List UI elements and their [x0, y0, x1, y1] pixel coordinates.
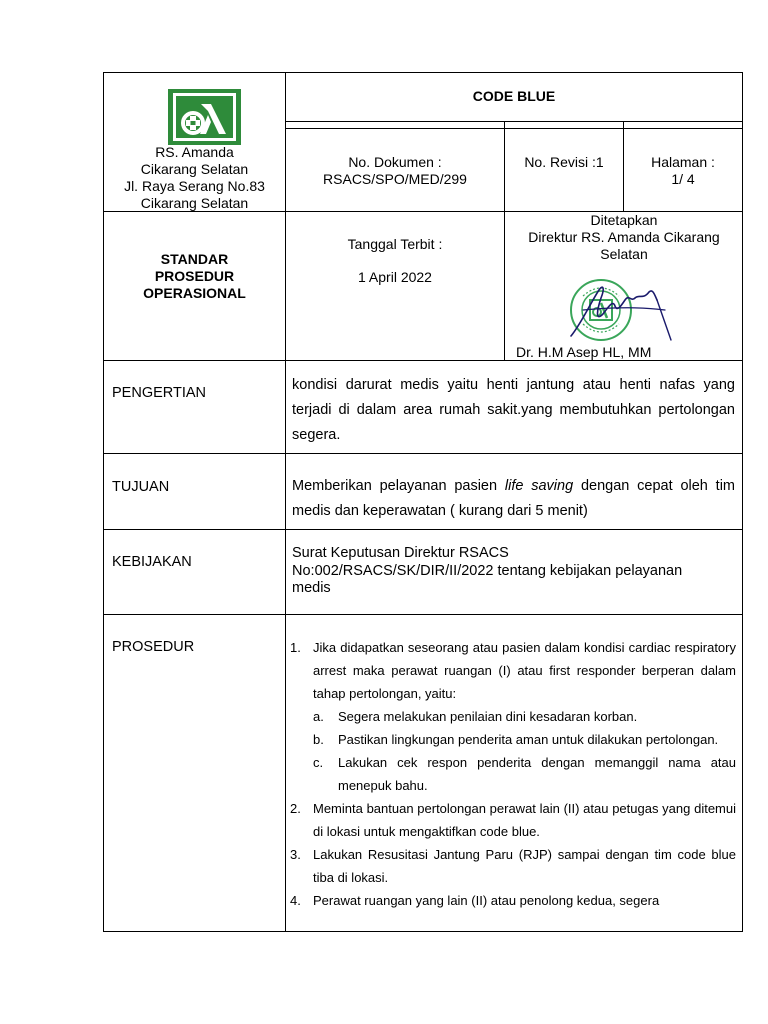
list-item	[290, 636, 736, 705]
hospital-address: Jl. Raya Serang No.83	[124, 178, 265, 194]
title-divider-2	[285, 128, 743, 129]
approval-block	[505, 212, 743, 263]
hospital-info	[104, 144, 285, 212]
tujuan-text-before: Memberikan pelayanan pasien	[292, 478, 505, 494]
list-item-number: 2.	[290, 801, 301, 816]
hospital-name: RS. Amanda	[155, 144, 234, 160]
approver-name: Dr. H.M Asep HL, MM	[516, 344, 652, 360]
page-number-value: 1/ 4	[671, 171, 695, 187]
list-item	[290, 751, 736, 797]
list-item-text: Perawat ruangan yang lain (II) atau penolong kedua, segera	[313, 893, 660, 908]
sop-title-line3: OPERASIONAL	[143, 285, 246, 301]
list-item-text: Jika didapatkan seseorang atau pasien dalam kondisi cardiac respiratory arrest maka perawat ruangan (I) atau first responder berperan dalam tahap pertolongan, yaitu:	[313, 640, 736, 701]
list-item-number: c.	[313, 755, 324, 770]
border-right	[742, 72, 743, 932]
sop-title-line1: STANDAR	[160, 251, 229, 267]
list-item-number: 1.	[290, 640, 301, 655]
list-item-text: Lakukan cek respon penderita dengan memanggil nama atau menepuk bahu.	[338, 755, 736, 793]
sop-title-line2: PROSEDUR	[154, 268, 235, 284]
document-number-value: RSACS/SPO/MED/299	[323, 171, 467, 187]
kebijakan-line2: No:002/RSACS/SK/DIR/II/2022 tentang kebijakan pelayanan	[292, 562, 683, 579]
document-number	[286, 154, 504, 188]
document-number-label: No. Dokumen :	[348, 154, 442, 170]
page-number-label: Halaman :	[651, 154, 715, 170]
row-divider-tujuan	[103, 453, 743, 454]
row-divider-kebijakan	[103, 529, 743, 530]
signature-icon	[565, 280, 675, 342]
column-divider	[285, 72, 286, 932]
page-number	[624, 154, 742, 188]
kebijakan-text	[292, 545, 735, 598]
sop-title	[104, 251, 285, 302]
row-divider-prosedur	[103, 614, 743, 615]
sop-document	[103, 72, 743, 932]
list-item	[290, 728, 736, 751]
list-item-text: Segera melakukan penilaian dini kesadaran korban.	[338, 709, 638, 724]
prosedur-label: PROSEDUR	[112, 639, 195, 655]
title-divider	[285, 121, 743, 122]
border-bottom	[103, 931, 743, 932]
approval-label: Ditetapkan	[590, 212, 658, 228]
kebijakan-label: KEBIJAKAN	[112, 554, 192, 570]
hospital-logo-icon	[168, 89, 241, 145]
kebijakan-line1: Surat Keputusan Direktur RSACS	[292, 545, 509, 561]
prosedur-list	[290, 636, 736, 912]
hospital-city: Cikarang Selatan	[140, 195, 249, 211]
list-item	[290, 843, 736, 889]
border-top	[103, 72, 743, 73]
pengertian-text: kondisi darurat medis yaitu henti jantung atau henti nafas yang terjadi di dalam area rumah sakit.yang membutuhkan pertolongan segera.	[292, 377, 735, 443]
revision-number: No. Revisi :1	[524, 154, 604, 170]
list-item-text: Pastikan lingkungan penderita aman untuk dilakukan pertolongan.	[338, 732, 719, 747]
list-item-text: Meminta bantuan pertolongan perawat lain (II) atau petugas yang ditemui di lokasi untuk mengaktifkan code blue.	[313, 801, 736, 839]
list-item-number: a.	[313, 709, 324, 724]
pengertian-label: PENGERTIAN	[112, 385, 207, 401]
tujuan-text-italic: life saving	[504, 478, 574, 494]
kebijakan-line3: medis	[292, 580, 331, 596]
tujuan-text-after: dengan cepat oleh tim medis dan keperawatan ( kurang dari 5 menit)	[292, 478, 735, 519]
list-item	[290, 705, 736, 728]
list-item-number: 3.	[290, 847, 301, 862]
document-title: CODE BLUE	[472, 88, 556, 104]
tujuan-label: TUJUAN	[112, 479, 170, 495]
list-item-number: b.	[313, 732, 324, 747]
tujuan-text	[292, 474, 735, 524]
issue-date: 1 April 2022	[358, 269, 432, 285]
row-divider-pengertian	[103, 360, 743, 361]
hospital-area: Cikarang Selatan	[140, 161, 249, 177]
issue-date-label: Tanggal Terbit :	[347, 236, 443, 252]
list-item-text: Lakukan Resusitasi Jantung Paru (RJP) sampai dengan tim code blue tiba di lokasi.	[313, 847, 736, 885]
list-item-number: 4.	[290, 893, 301, 908]
list-item	[290, 889, 736, 912]
approver-title: Direktur RS. Amanda Cikarang Selatan	[528, 229, 720, 262]
list-item	[290, 797, 736, 843]
